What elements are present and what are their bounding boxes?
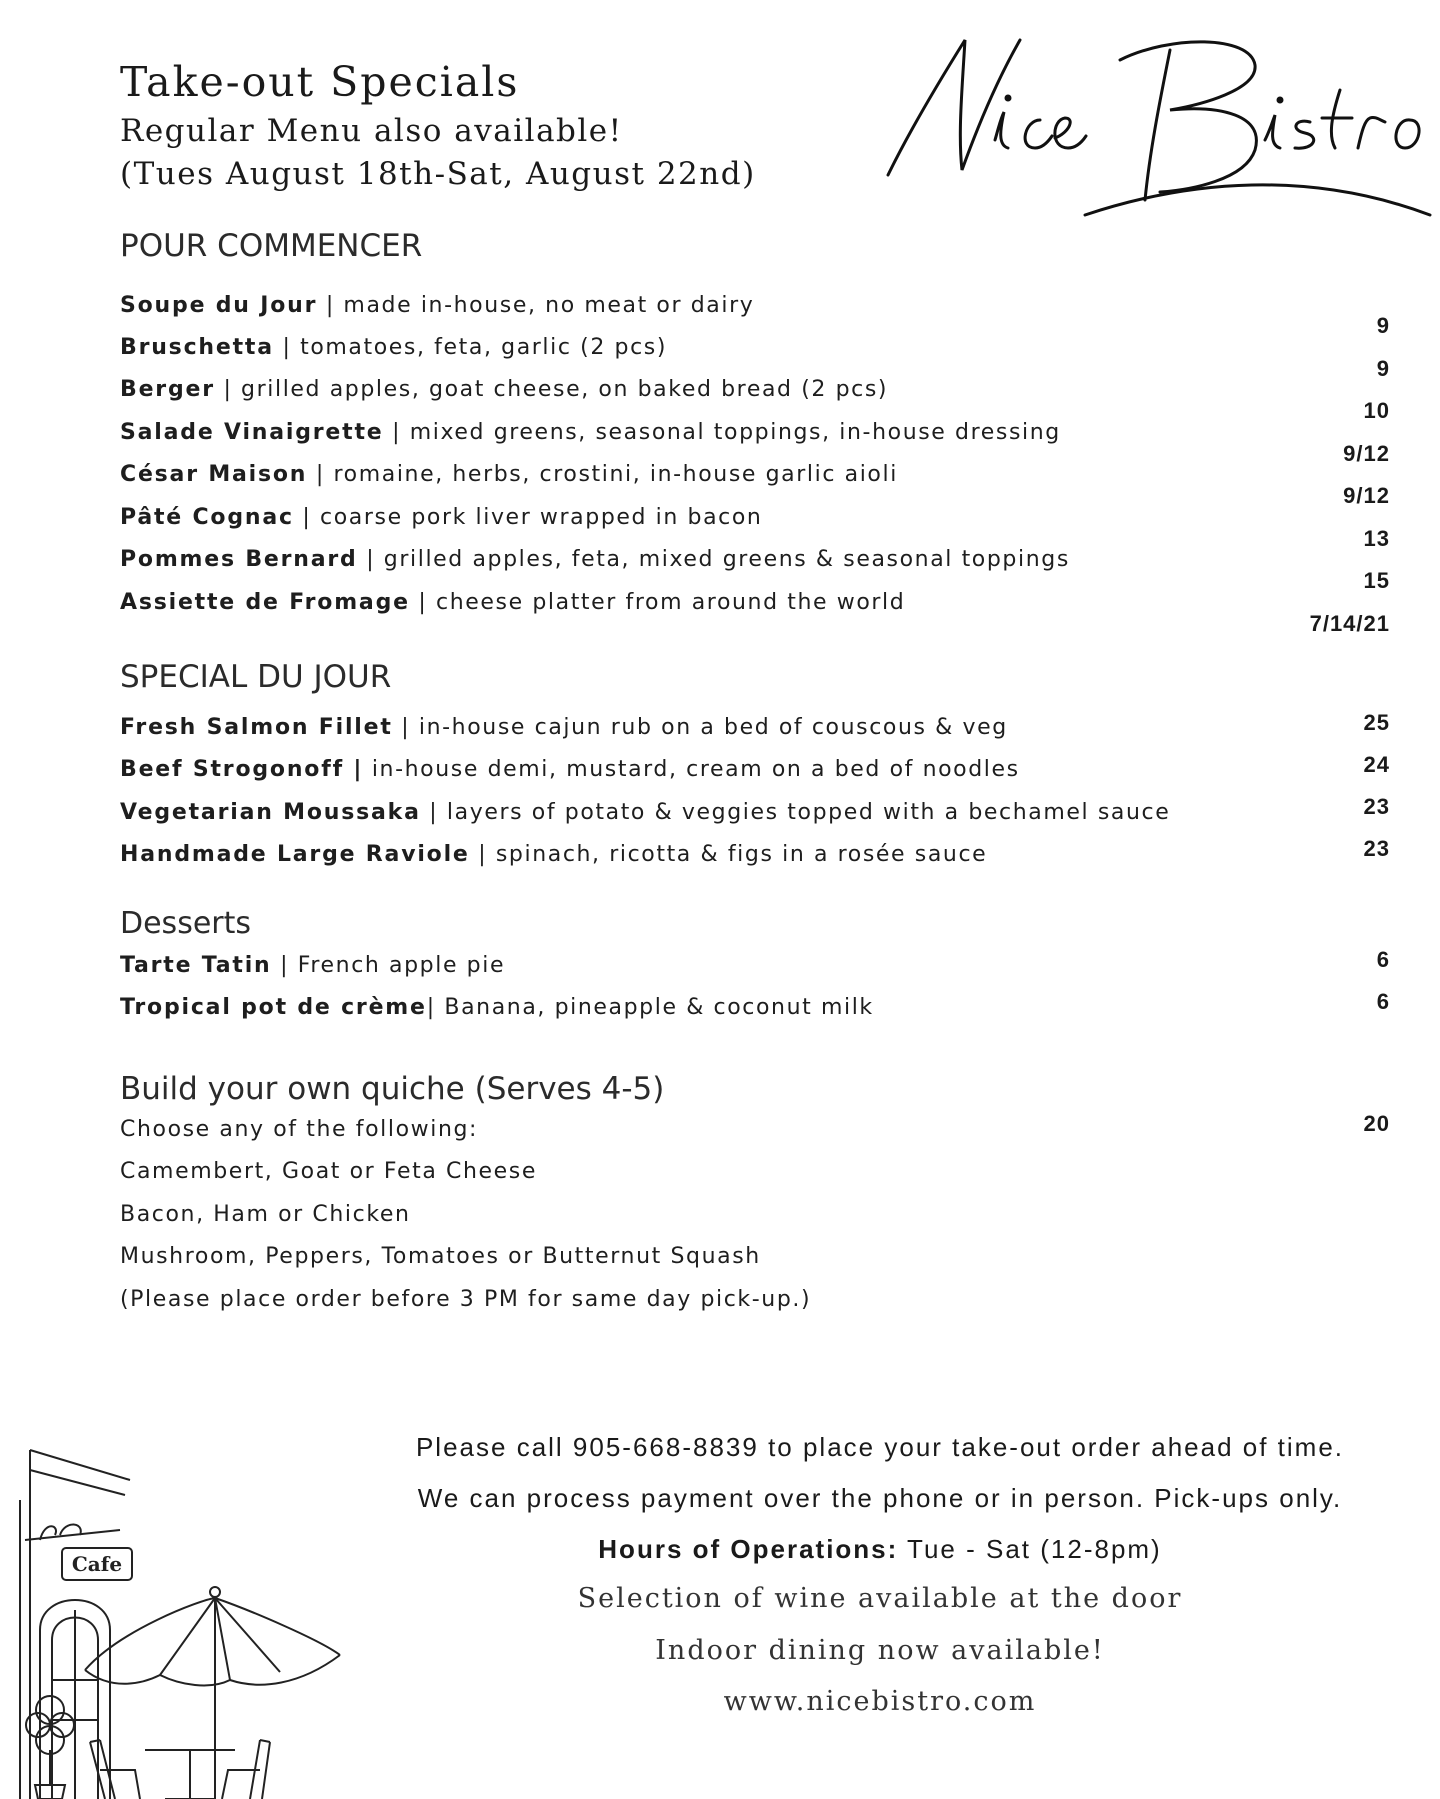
quiche-line: Mushroom, Peppers, Tomatoes or Butternut Squash: [120, 1244, 761, 1269]
item-price: 9: [1376, 313, 1390, 338]
item-description: | coarse pork liver wrapped in bacon: [293, 505, 763, 530]
item-description: | romaine, herbs, crostini, in-house garlic aioli: [307, 462, 898, 487]
item-name: Assiette de Fromage: [120, 590, 410, 615]
item-name: Salade Vinaigrette: [120, 420, 384, 445]
item-description: | mixed greens, seasonal toppings, in-house dressing: [383, 420, 1061, 445]
item-name: Fresh Salmon Fillet: [120, 715, 393, 740]
item-price: 9/12: [1343, 483, 1390, 508]
item-price: 24: [1363, 752, 1390, 777]
menu-item: [120, 335, 667, 360]
item-name: Tarte Tatin: [120, 953, 272, 978]
menu-item: [120, 800, 1170, 825]
item-name: Vegetarian Moussaka: [120, 800, 421, 825]
nice-bistro-logo: [870, 20, 1440, 220]
hours-of-operation: [330, 1534, 1430, 1565]
quiche-line: Choose any of the following:: [120, 1117, 479, 1142]
date-range: (Tues August 18th-Sat, August 22nd): [120, 156, 756, 192]
section-heading-special-du-jour: SPECIAL DU JOUR: [120, 659, 392, 695]
cafe-sign-text: Cafe: [71, 1552, 123, 1576]
menu-item: [120, 842, 987, 867]
item-price: 7/14/21: [1309, 611, 1390, 636]
item-name: César Maison: [120, 462, 308, 487]
section-heading-quiche: Build your own quiche (Serves 4-5): [120, 1071, 665, 1107]
menu-item: [120, 420, 1061, 445]
item-name: Soupe du Jour: [120, 293, 318, 318]
menu-item: [120, 462, 898, 487]
hours-value: Tue - Sat (12-8pm): [898, 1534, 1162, 1564]
menu-item: [120, 377, 888, 402]
item-price: 25: [1363, 710, 1390, 735]
hours-label: Hours of Operations:: [598, 1534, 899, 1564]
item-price: 6: [1376, 947, 1390, 972]
item-name: Beef Strogonoff |: [120, 757, 364, 782]
item-price: 13: [1363, 526, 1390, 551]
item-description: | layers of potato & veggies topped with a bechamel sauce: [420, 800, 1171, 825]
item-name: Bruschetta: [120, 335, 274, 360]
website-link[interactable]: www.nicebistro.com: [723, 1686, 1037, 1717]
item-description: | spinach, ricotta & figs in a rosée sauce: [469, 842, 988, 867]
menu-item: [120, 590, 905, 615]
item-description: | in-house cajun rub on a bed of couscous & veg: [392, 715, 1008, 740]
item-price: 10: [1363, 398, 1390, 423]
menu-item: [120, 293, 754, 318]
dining-note: Indoor dining now available!: [655, 1635, 1105, 1666]
item-price: 23: [1363, 836, 1390, 861]
item-name: Berger: [120, 377, 215, 402]
item-description: | tomatoes, feta, garlic (2 pcs): [273, 335, 668, 360]
menu-item: [120, 505, 762, 530]
item-description: | Banana, pineapple & coconut milk: [426, 995, 874, 1020]
item-price: 23: [1363, 794, 1390, 819]
item-name: Tropical pot de crème: [120, 995, 427, 1020]
quiche-line: Camembert, Goat or Feta Cheese: [120, 1159, 537, 1184]
item-name: Pommes Bernard: [120, 547, 358, 572]
menu-item: [120, 995, 874, 1020]
item-description: | grilled apples, goat cheese, on baked bread (2 pcs): [214, 377, 889, 402]
item-description: | French apple pie: [271, 953, 506, 978]
menu-item: [120, 547, 1070, 572]
section-heading-desserts: Desserts: [120, 906, 252, 941]
item-description: | grilled apples, feta, mixed greens & seasonal toppings: [357, 547, 1070, 572]
section-heading-pour-commencer: POUR COMMENCER: [120, 228, 423, 264]
menu-item: [120, 715, 1008, 740]
item-description: in-house demi, mustard, cream on a bed of noodles: [363, 757, 1020, 782]
wine-note: Selection of wine available at the door: [577, 1583, 1183, 1614]
menu-item: [120, 953, 505, 978]
menu-item: [120, 757, 1020, 782]
quiche-line: (Please place order before 3 PM for same day pick-up.): [120, 1287, 812, 1312]
item-description: | cheese platter from around the world: [409, 590, 906, 615]
item-price: 20: [1363, 1111, 1390, 1136]
cafe-illustration: [0, 1440, 345, 1799]
call-to-order: Please call 905-668-8839 to place your take-out order ahead of time.: [415, 1432, 1345, 1462]
item-name: Pâté Cognac: [120, 505, 294, 530]
item-name: Handmade Large Raviole: [120, 842, 470, 867]
payment-info: We can process payment over the phone or in person. Pick-ups only.: [417, 1483, 1343, 1513]
item-price: 9: [1376, 356, 1390, 381]
item-price: 15: [1363, 568, 1390, 593]
quiche-line: Bacon, Ham or Chicken: [120, 1202, 411, 1227]
item-price: 6: [1376, 989, 1390, 1014]
item-price: 9/12: [1343, 441, 1390, 466]
page-title: Take-out Specials: [120, 58, 520, 106]
item-description: | made in-house, no meat or dairy: [317, 293, 755, 318]
page-subtitle: Regular Menu also available!: [120, 113, 623, 149]
